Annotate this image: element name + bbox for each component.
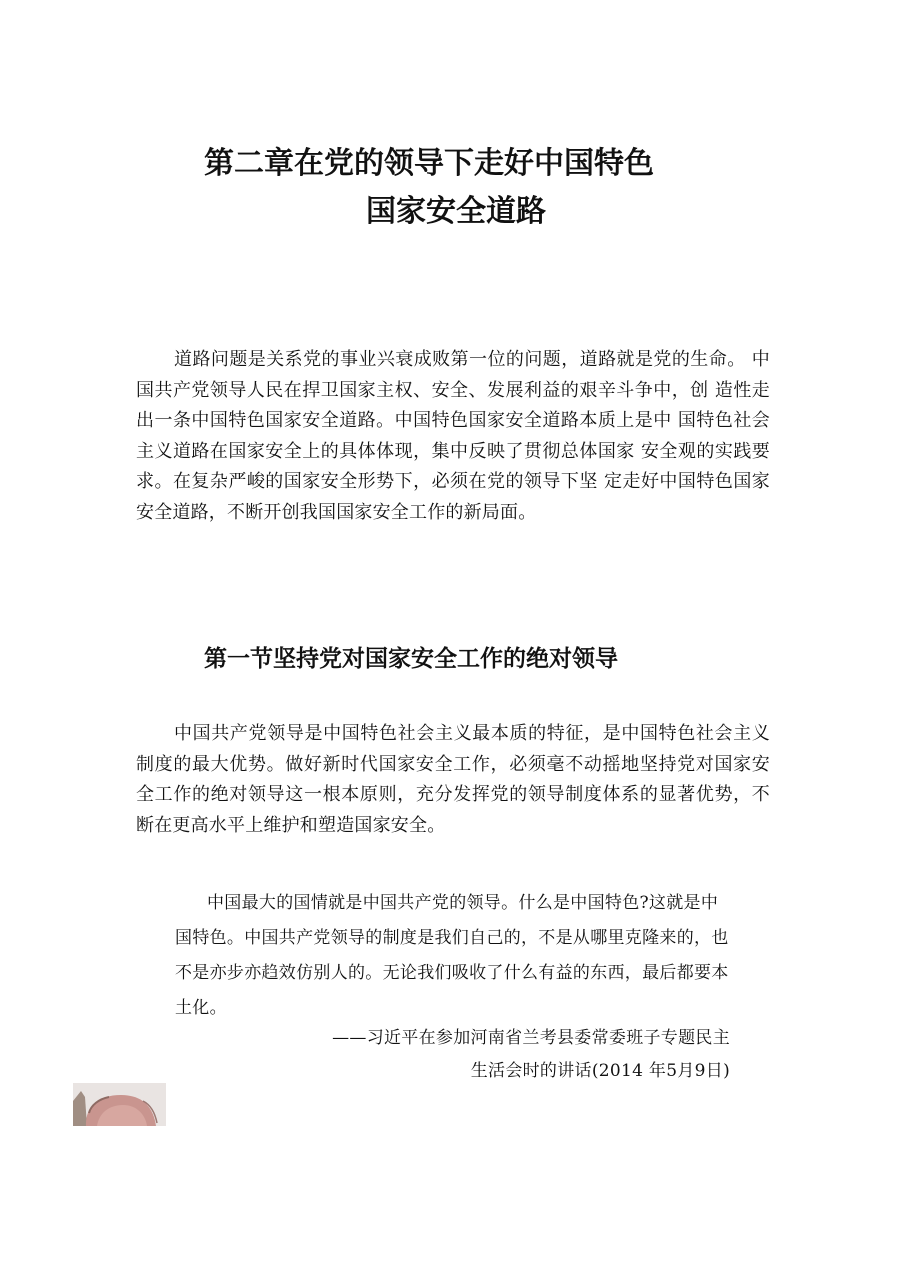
- quote-attribution: [270, 1022, 730, 1088]
- intro-paragraph: 道路问题是关系党的事业兴衰成败第一位的问题，道路就是党的生命。 中国共产党领导人民在捍卫国家主权、安全、发展利益的艰辛斗争中，创 造性走出一条中国特色国家安全道路。中国特色国家安全道路本质上是中 国特色社会主义道路在国家安全上的具体体现，集中反映了贯彻总体国家 安全观的实践要求。在复杂严峻的国家安全形势下，必须在党的领导下坚 定走好中国特色国家安全道路，不断开创我国国家安全工作的新局面。: [136, 349, 770, 523]
- chapter-title-line-2: 国家安全道路: [366, 194, 546, 229]
- section-body-paragraph: 中国共产党领导是中国特色社会主义最本质的特征，是中国特色社会主义制度的最大优势。做好新时代国家安全工作，必须毫不动摇地坚持党对国家安全工作的绝对领导这一根本原则，充分发挥党的领导制度体系的显著优势，不断在更高水平上维护和塑造国家安全。: [136, 723, 770, 836]
- quote-attribution-line-2: 生活会时的讲话(2014 年5月9日): [470, 1061, 730, 1081]
- quote-attribution-line-1: ——习近平在参加河南省兰考县委常委班子专题民主: [332, 1028, 730, 1048]
- photo-fragment-image: [73, 1083, 166, 1126]
- quote-text: 中国最大的国情就是中国共产党的领导。什么是中国特色?这就是中国特色。中国共产党领导的制度是我们自己的，不是从哪里克隆来的，也不是亦步亦趋效仿别人的。无论我们吸收了什么有益的东西，最后都要本土化。: [175, 893, 729, 1018]
- chapter-title: [0, 140, 909, 236]
- chapter-title-line-1: 第二章在党的领导下走好中国特色: [204, 146, 654, 181]
- photo-fragment: [73, 1083, 166, 1126]
- section-title: 第一节坚持党对国家安全工作的绝对领导: [204, 646, 618, 672]
